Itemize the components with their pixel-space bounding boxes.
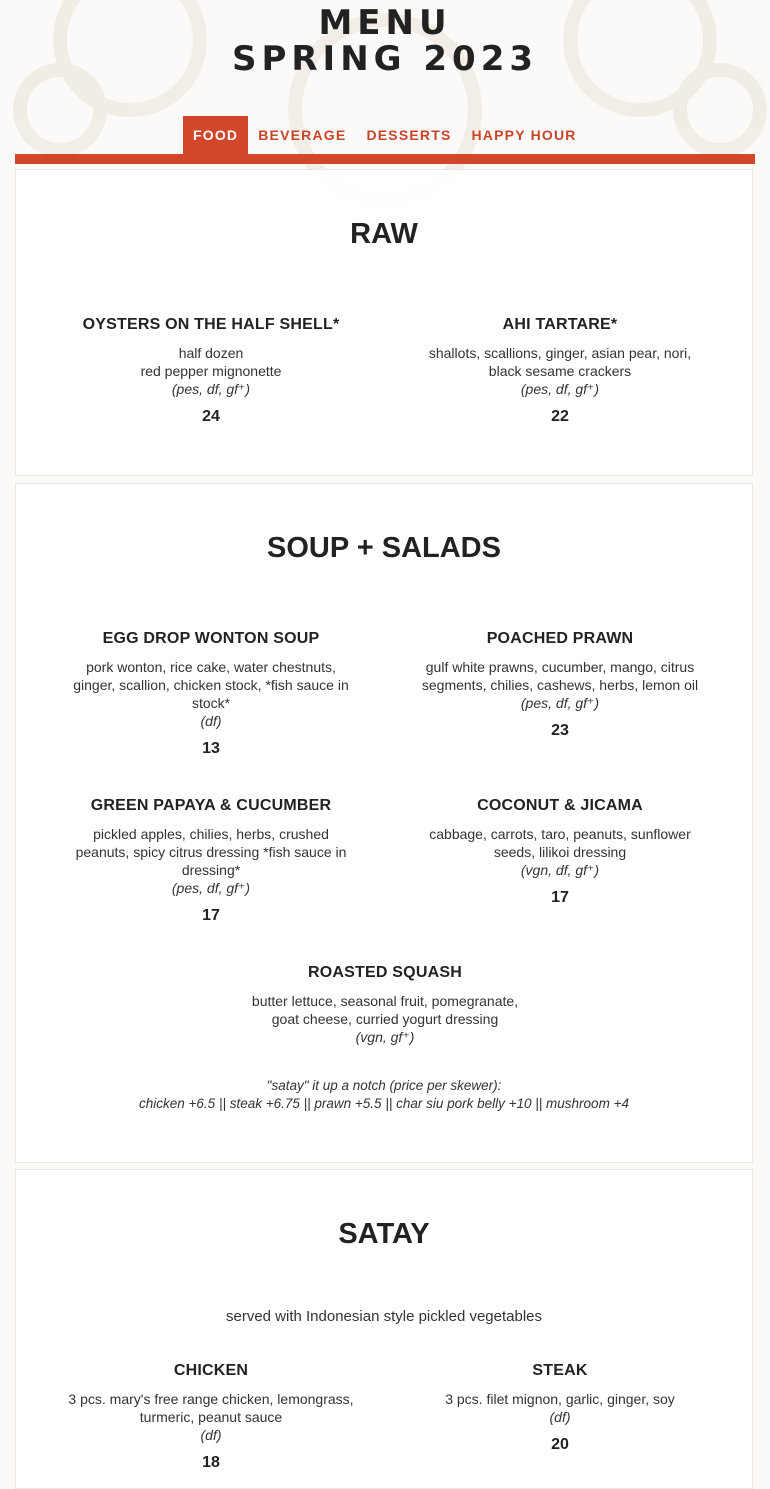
- item-name: STEAK: [532, 1362, 588, 1379]
- description-line: stock*: [191, 695, 231, 711]
- menu-item: [235, 964, 535, 1046]
- menu-item: [61, 316, 361, 426]
- menu-item: [61, 630, 361, 758]
- item-name: GREEN PAPAYA & CUCUMBER: [90, 797, 332, 814]
- item-price: 20: [551, 1436, 569, 1453]
- menu-item: [410, 316, 710, 426]
- menu-item: [410, 797, 710, 907]
- dietary-tags: (vgn, df, gf⁺): [520, 862, 600, 878]
- item-description: [410, 658, 710, 694]
- description-line: red pepper mignonette: [140, 363, 282, 379]
- tab-underline-bar: [15, 154, 755, 164]
- item-price: 17: [551, 889, 569, 906]
- page-title: MENU: [318, 3, 452, 43]
- tab-food[interactable]: FOOD: [183, 116, 248, 154]
- section-subtitle: served with Indonesian style pickled vegetables: [225, 1308, 543, 1325]
- item-description: [410, 1390, 710, 1408]
- section-satay: [15, 1169, 753, 1489]
- dietary-tags: (df): [200, 713, 222, 729]
- menu-item: [410, 630, 710, 740]
- item-description: [410, 825, 710, 861]
- item-description: [235, 992, 535, 1028]
- description-line: seeds, lilikoi dressing: [493, 844, 627, 860]
- item-description: [61, 1390, 361, 1426]
- item-price: 13: [202, 740, 220, 757]
- tab-desserts[interactable]: DESSERTS: [366, 127, 452, 143]
- description-line: 3 pcs. mary's free range chicken, lemongrass,: [68, 1391, 354, 1407]
- satay-add-on-note: [16, 1077, 752, 1113]
- item-name: CHICKEN: [173, 1362, 249, 1379]
- item-price: 17: [202, 907, 220, 924]
- menu-item: [410, 1362, 710, 1454]
- description-line: butter lettuce, seasonal fruit, pomegranate,: [251, 993, 519, 1009]
- section-title: RAW: [350, 218, 418, 250]
- item-description: [61, 658, 361, 712]
- item-name: POACHED PRAWN: [486, 630, 634, 647]
- dietary-tags: (df): [549, 1409, 571, 1425]
- dietary-tags: (pes, df, gf⁺): [520, 695, 600, 711]
- dietary-tags: (vgn, gf⁺): [355, 1029, 415, 1045]
- dietary-tags: (pes, df, gf⁺): [520, 381, 600, 397]
- description-line: half dozen: [178, 345, 244, 361]
- description-line: 3 pcs. filet mignon, garlic, ginger, soy: [445, 1391, 675, 1407]
- menu-tabs: [183, 116, 587, 154]
- item-price: 18: [202, 1454, 220, 1471]
- item-name: EGG DROP WONTON SOUP: [102, 630, 320, 647]
- item-price: 22: [551, 408, 569, 425]
- page-subtitle: SPRING 2023: [231, 39, 539, 79]
- item-price: 24: [202, 408, 220, 425]
- dietary-tags: (df): [200, 1427, 222, 1443]
- section-title: SOUP + SALADS: [267, 532, 501, 564]
- item-price: 23: [551, 722, 569, 739]
- section-raw: [15, 169, 753, 476]
- description-line: pickled apples, chilies, herbs, crushed: [93, 826, 329, 842]
- description-line: ginger, scallion, chicken stock, *fish sauce in: [73, 677, 349, 693]
- item-description: [410, 344, 710, 380]
- description-line: dressing*: [181, 862, 241, 878]
- note-line: chicken +6.5 || steak +6.75 || prawn +5.5 || char siu pork belly +10 || mushroom +4: [139, 1096, 629, 1111]
- item-name: OYSTERS ON THE HALF SHELL*: [82, 316, 340, 333]
- description-line: peanuts, spicy citrus dressing *fish sauce in: [75, 844, 347, 860]
- item-name: ROASTED SQUASH: [308, 964, 462, 981]
- dietary-tags: (pes, df, gf⁺): [171, 880, 251, 896]
- section-title: SATAY: [338, 1218, 430, 1250]
- description-line: segments, chilies, cashews, herbs, lemon oil: [421, 677, 699, 693]
- item-description: [61, 344, 361, 380]
- description-line: turmeric, peanut sauce: [139, 1409, 283, 1425]
- description-line: gulf white prawns, cucumber, mango, citrus: [425, 659, 695, 675]
- description-line: goat cheese, curried yogurt dressing: [271, 1011, 499, 1027]
- menu-item: [61, 1362, 361, 1472]
- section-soup-salads: [15, 483, 753, 1163]
- description-line: shallots, scallions, ginger, asian pear, nori,: [428, 345, 692, 361]
- description-line: pork wonton, rice cake, water chestnuts,: [86, 659, 336, 675]
- description-line: cabbage, carrots, taro, peanuts, sunflower: [429, 826, 691, 842]
- description-line: black sesame crackers: [488, 363, 632, 379]
- item-name: COCONUT & JICAMA: [477, 797, 643, 814]
- tab-happy-hour[interactable]: HAPPY HOUR: [471, 127, 577, 143]
- item-description: [61, 825, 361, 879]
- dietary-tags: (pes, df, gf⁺): [171, 381, 251, 397]
- tab-beverage[interactable]: BEVERAGE: [258, 127, 347, 143]
- item-name: AHI TARTARE*: [502, 316, 618, 333]
- menu-item: [61, 797, 361, 925]
- note-line: "satay" it up a notch (price per skewer):: [266, 1078, 502, 1093]
